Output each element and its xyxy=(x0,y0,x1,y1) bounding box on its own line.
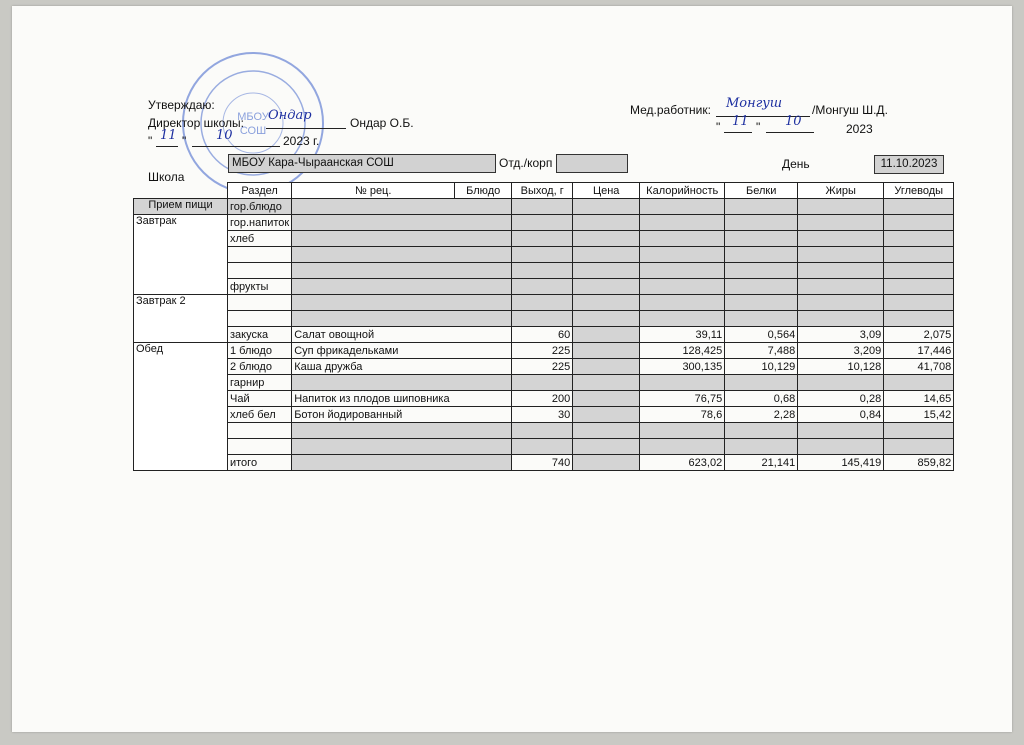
med-day-underline xyxy=(724,132,752,133)
day-label: День xyxy=(782,157,810,171)
cell-section xyxy=(228,263,292,279)
director-name: Ондар О.Б. xyxy=(350,116,414,130)
approve-year: 2023 г. xyxy=(283,134,320,148)
cell-fat xyxy=(798,311,884,327)
cell-calories: 128,425 xyxy=(640,343,725,359)
approve-label: Утверждаю: xyxy=(148,98,215,112)
cell-meal xyxy=(134,327,228,343)
cell-fat: 10,128 xyxy=(798,359,884,375)
cell-fat xyxy=(798,199,884,215)
day-field: 11.10.2023 xyxy=(874,155,944,174)
cell-protein xyxy=(725,247,798,263)
school-label: Школа xyxy=(148,170,185,184)
table-row xyxy=(134,407,954,423)
cell-calories: 76,75 xyxy=(640,391,725,407)
director-label: Директор школы: xyxy=(148,116,244,130)
cell-carbs xyxy=(884,295,954,311)
cell-output: 30 xyxy=(512,407,573,423)
med-year: 2023 xyxy=(846,122,873,136)
cell-calories xyxy=(640,231,725,247)
cell-dish: Суп фрикадельками xyxy=(292,343,512,359)
table-row xyxy=(134,215,954,231)
table-row xyxy=(134,423,954,439)
cell-dish xyxy=(292,199,512,215)
cell-calories xyxy=(640,295,725,311)
col-header-protein: Белки xyxy=(725,183,798,199)
cell-calories xyxy=(640,247,725,263)
cell-calories xyxy=(640,439,725,455)
med-signature: Монгуш xyxy=(726,96,783,111)
cell-carbs xyxy=(884,263,954,279)
col-header-fat: Жиры xyxy=(798,183,884,199)
cell-output: 225 xyxy=(512,359,573,375)
cell-section: хлеб бел xyxy=(228,407,292,423)
cell-section xyxy=(228,247,292,263)
cell-section xyxy=(228,423,292,439)
cell-protein: 0,68 xyxy=(725,391,798,407)
cell-protein xyxy=(725,295,798,311)
cell-fat xyxy=(798,247,884,263)
cell-section: гарнир xyxy=(228,375,292,391)
cell-calories xyxy=(640,263,725,279)
cell-dish: Каша дружба xyxy=(292,359,512,375)
header-spacer xyxy=(134,183,228,199)
cell-output xyxy=(512,423,573,439)
table-row xyxy=(134,231,954,247)
col-header-calories: Калорийность xyxy=(640,183,725,199)
cell-meal xyxy=(134,279,228,295)
cell-calories xyxy=(640,279,725,295)
cell-price xyxy=(573,327,640,343)
cell-meal: Завтрак xyxy=(134,215,228,231)
cell-meal xyxy=(134,439,228,455)
cell-section: гор.напиток xyxy=(228,215,292,231)
menu-table xyxy=(133,182,954,471)
cell-calories xyxy=(640,199,725,215)
cell-carbs xyxy=(884,199,954,215)
table-row xyxy=(134,279,954,295)
cell-price xyxy=(573,311,640,327)
cell-meal xyxy=(134,247,228,263)
col-header-dish: Блюдо xyxy=(455,183,512,199)
cell-meal xyxy=(134,311,228,327)
table-row xyxy=(134,327,954,343)
cell-dish xyxy=(292,439,512,455)
cell-fat xyxy=(798,295,884,311)
cell-section: фрукты xyxy=(228,279,292,295)
med-worker-name: /Монгуш Ш.Д. xyxy=(812,103,888,117)
cell-price xyxy=(573,279,640,295)
cell-meal xyxy=(134,231,228,247)
cell-dish xyxy=(292,263,512,279)
col-header-output: Выход, г xyxy=(512,183,573,199)
cell-dish: Ботон йодированный xyxy=(292,407,512,423)
cell-section: хлеб xyxy=(228,231,292,247)
school-name-field: МБОУ Кара-Чыраанская СОШ xyxy=(228,154,496,173)
cell-fat xyxy=(798,215,884,231)
approve-month: 10 xyxy=(216,128,233,143)
col-header-section: Раздел xyxy=(228,183,292,199)
quote-open: " xyxy=(148,134,153,148)
cell-output xyxy=(512,263,573,279)
cell-dish: Салат овощной xyxy=(292,327,512,343)
cell-price xyxy=(573,455,640,471)
cell-protein: 10,129 xyxy=(725,359,798,375)
cell-meal xyxy=(134,263,228,279)
cell-calories xyxy=(640,423,725,439)
cell-protein xyxy=(725,311,798,327)
cell-price xyxy=(573,231,640,247)
cell-calories: 78,6 xyxy=(640,407,725,423)
cell-carbs: 17,446 xyxy=(884,343,954,359)
cell-output xyxy=(512,439,573,455)
cell-protein xyxy=(725,439,798,455)
cell-calories: 300,135 xyxy=(640,359,725,375)
cell-dish xyxy=(292,375,512,391)
cell-protein xyxy=(725,231,798,247)
cell-protein xyxy=(725,375,798,391)
cell-meal: Завтрак 2 xyxy=(134,295,228,311)
med-month-underline xyxy=(766,132,814,133)
col-header-recipe: № рец. xyxy=(292,183,455,199)
cell-carbs xyxy=(884,311,954,327)
cell-fat: 145,419 xyxy=(798,455,884,471)
cell-dish xyxy=(292,295,512,311)
cell-protein: 2,28 xyxy=(725,407,798,423)
cell-meal xyxy=(134,359,228,375)
cell-dish xyxy=(292,231,512,247)
cell-price xyxy=(573,215,640,231)
cell-price xyxy=(573,295,640,311)
cell-price xyxy=(573,359,640,375)
cell-meal: Прием пищи xyxy=(134,199,228,215)
cell-fat: 3,209 xyxy=(798,343,884,359)
cell-section: гор.блюдо xyxy=(228,199,292,215)
cell-carbs: 859,82 xyxy=(884,455,954,471)
cell-output: 225 xyxy=(512,343,573,359)
cell-carbs: 2,075 xyxy=(884,327,954,343)
med-month: 10 xyxy=(785,114,802,129)
table-row xyxy=(134,359,954,375)
cell-meal xyxy=(134,423,228,439)
cell-output xyxy=(512,295,573,311)
cell-dish xyxy=(292,455,512,471)
cell-section: 1 блюдо xyxy=(228,343,292,359)
table-row xyxy=(134,343,954,359)
cell-protein xyxy=(725,279,798,295)
cell-dish xyxy=(292,215,512,231)
cell-output: 60 xyxy=(512,327,573,343)
cell-output xyxy=(512,311,573,327)
cell-section xyxy=(228,295,292,311)
cell-carbs: 15,42 xyxy=(884,407,954,423)
col-header-carbs: Углеводы xyxy=(884,183,954,199)
cell-output: 200 xyxy=(512,391,573,407)
cell-section: итого xyxy=(228,455,292,471)
cell-output xyxy=(512,279,573,295)
menu-table-body xyxy=(134,183,954,471)
cell-output xyxy=(512,231,573,247)
cell-carbs xyxy=(884,279,954,295)
cell-dish xyxy=(292,423,512,439)
cell-price xyxy=(573,263,640,279)
cell-price xyxy=(573,199,640,215)
cell-fat: 0,28 xyxy=(798,391,884,407)
med-worker-label: Мед.работник: xyxy=(630,103,711,117)
cell-calories xyxy=(640,311,725,327)
cell-section: 2 блюдо xyxy=(228,359,292,375)
cell-price xyxy=(573,391,640,407)
cell-price xyxy=(573,439,640,455)
cell-price xyxy=(573,407,640,423)
table-row xyxy=(134,295,954,311)
cell-calories: 623,02 xyxy=(640,455,725,471)
col-header-price: Цена xyxy=(573,183,640,199)
cell-fat xyxy=(798,423,884,439)
table-row xyxy=(134,455,954,471)
cell-price xyxy=(573,423,640,439)
table-row xyxy=(134,263,954,279)
dept-label: Отд./корп xyxy=(499,156,553,170)
month-underline xyxy=(192,146,280,147)
med-quote-open: " xyxy=(716,120,721,134)
cell-fat xyxy=(798,231,884,247)
cell-carbs xyxy=(884,439,954,455)
cell-section xyxy=(228,311,292,327)
cell-protein: 0,564 xyxy=(725,327,798,343)
cell-carbs: 14,65 xyxy=(884,391,954,407)
cell-price xyxy=(573,375,640,391)
cell-carbs xyxy=(884,375,954,391)
cell-protein: 21,141 xyxy=(725,455,798,471)
table-row xyxy=(134,247,954,263)
med-quote-close: " xyxy=(756,120,761,134)
cell-price xyxy=(573,247,640,263)
cell-carbs xyxy=(884,423,954,439)
cell-section: закуска xyxy=(228,327,292,343)
director-signature: Ондар xyxy=(268,108,312,123)
cell-output xyxy=(512,247,573,263)
cell-output xyxy=(512,375,573,391)
table-row xyxy=(134,375,954,391)
cell-fat xyxy=(798,439,884,455)
cell-protein xyxy=(725,423,798,439)
svg-text:СОШ: СОШ xyxy=(239,125,267,137)
cell-meal xyxy=(134,391,228,407)
cell-meal xyxy=(134,455,228,471)
med-day: 11 xyxy=(732,114,749,129)
director-signature-line xyxy=(266,128,346,129)
cell-carbs xyxy=(884,247,954,263)
cell-carbs xyxy=(884,231,954,247)
cell-protein xyxy=(725,199,798,215)
cell-output xyxy=(512,215,573,231)
cell-calories xyxy=(640,375,725,391)
cell-section xyxy=(228,439,292,455)
cell-carbs: 41,708 xyxy=(884,359,954,375)
table-row xyxy=(134,439,954,455)
cell-meal xyxy=(134,407,228,423)
cell-dish xyxy=(292,311,512,327)
table-row xyxy=(134,199,954,215)
cell-output xyxy=(512,199,573,215)
cell-fat xyxy=(798,375,884,391)
cell-fat: 3,09 xyxy=(798,327,884,343)
cell-protein: 7,488 xyxy=(725,343,798,359)
cell-fat: 0,84 xyxy=(798,407,884,423)
cell-meal xyxy=(134,375,228,391)
cell-section: Чай xyxy=(228,391,292,407)
cell-protein xyxy=(725,263,798,279)
approve-day: 11 xyxy=(160,128,177,143)
table-row xyxy=(134,311,954,327)
cell-dish xyxy=(292,279,512,295)
cell-fat xyxy=(798,263,884,279)
cell-dish: Напиток из плодов шиповника xyxy=(292,391,512,407)
svg-text:МБОУ: МБОУ xyxy=(237,111,269,123)
cell-calories xyxy=(640,215,725,231)
cell-carbs xyxy=(884,215,954,231)
day-underline xyxy=(156,146,178,147)
cell-calories: 39,11 xyxy=(640,327,725,343)
cell-price xyxy=(573,343,640,359)
cell-dish xyxy=(292,247,512,263)
quote-close: " xyxy=(182,134,187,148)
dept-field xyxy=(556,154,628,173)
table-header-row xyxy=(134,183,954,199)
cell-output: 740 xyxy=(512,455,573,471)
table-row xyxy=(134,391,954,407)
cell-meal: Обед xyxy=(134,343,228,359)
cell-protein xyxy=(725,215,798,231)
cell-fat xyxy=(798,279,884,295)
